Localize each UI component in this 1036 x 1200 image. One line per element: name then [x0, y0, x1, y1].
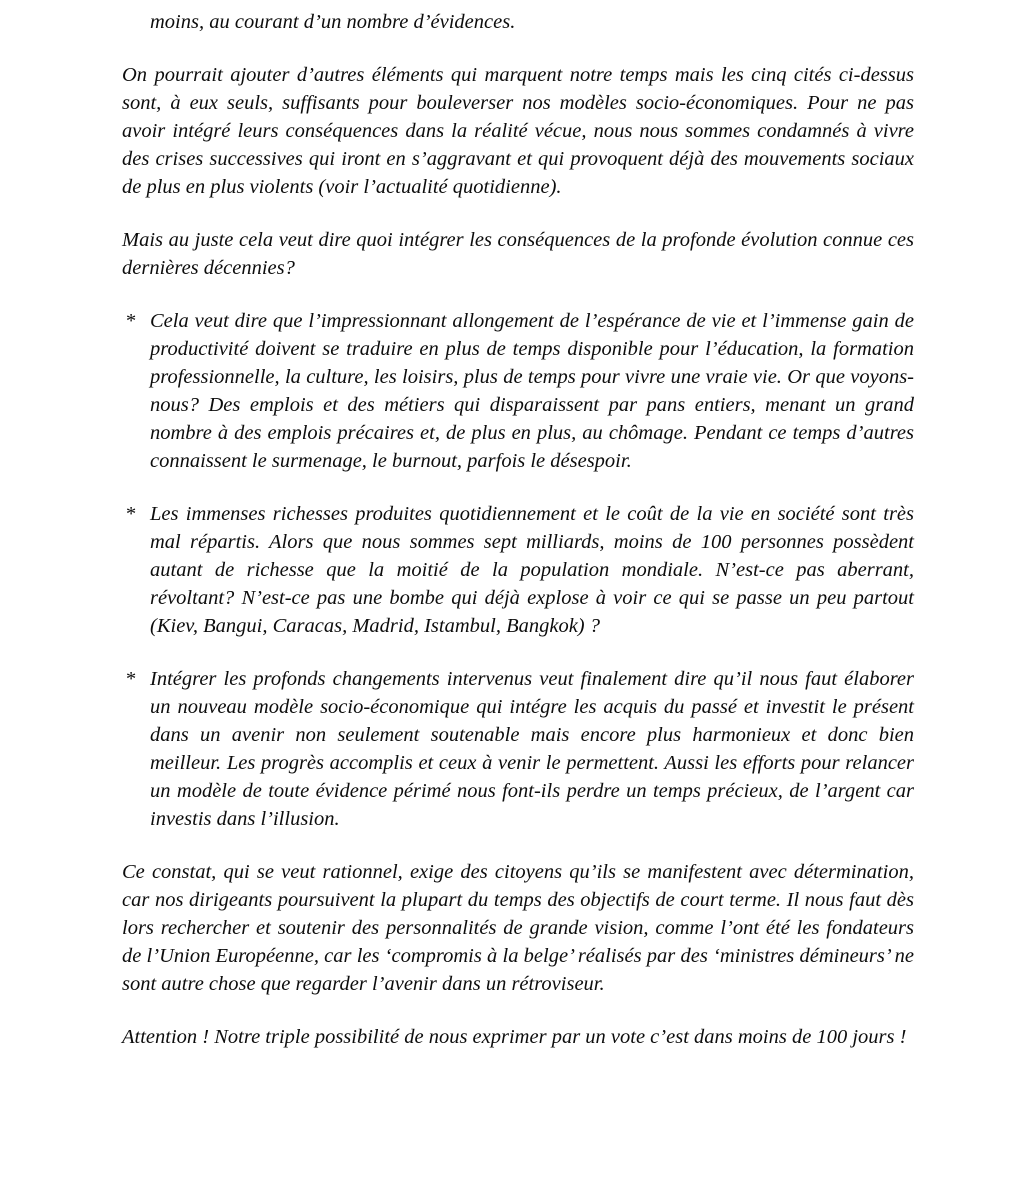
- paragraph: Attention ! Notre triple possibilité de nous exprimer par un vote c’est dans moins de 100 jours !: [122, 1026, 907, 1048]
- paragraph-continuation: moins, au courant d’un nombre d’évidences.: [150, 11, 516, 33]
- paragraph: Ce constat, qui se veut rationnel, exige des citoyens qu’ils se manifestent avec détermination, car nos dirigeants poursuivent la plupart du temps des objectifs de court terme. Il nous faut dès lors rechercher et soutenir des personnalités de grande vision, comme l’ont été les fondateurs de l’Union Européenne, car les ‘compromis à la belge’ réalisés par des ‘ministres démineurs’ ne sont autre chose que regarder l’avenir dans un rétroviseur.: [122, 861, 914, 995]
- bullet-text: Les immenses richesses produites quotidiennement et le coût de la vie en société sont très mal répartis. Alors que nous sommes sept milliards, moins de 100 personnes possèdent autant de richesse que la moitié de la population mondiale. N’est-ce pas aberrant, révoltant? N’est-ce pas une bombe qui déjà explose à voir ce qui se passe un peu partout (Kiev, Bangui, Caracas, Madrid, Istambul, Bangkok) ?: [150, 503, 914, 637]
- document-body: [122, 8, 914, 1051]
- paragraph: On pourrait ajouter d’autres éléments qui marquent notre temps mais les cinq cités ci-dessus sont, à eux seuls, suffisants pour bouleverser nos modèles socio-économiques. Pour ne pas avoir intégré leurs conséquences dans la réalité vécue, nous nous sommes condamnés à vivre des crises successives qui iront en s’aggravant et qui provoquent déjà des mouvements sociaux de plus en plus violents (voir l’actualité quotidienne).: [122, 64, 914, 198]
- bullet-marker: *: [125, 503, 136, 525]
- paragraph: Mais au juste cela veut dire quoi intégrer les conséquences de la profonde évolution connue ces dernières décennies?: [122, 229, 914, 279]
- bullet-marker: *: [125, 668, 136, 690]
- bullet-item: [122, 665, 914, 833]
- bullet-marker: *: [125, 310, 136, 332]
- bullet-item: [122, 307, 914, 475]
- bullet-text: Intégrer les profonds changements intervenus veut finalement dire qu’il nous faut élaborer un nouveau modèle socio-économique qui intégre les acquis du passé et investit le présent dans un avenir non seulement soutenable mais encore plus harmonieux et donc bien meilleur. Les progrès accomplis et ceux à venir le permettent. Aussi les efforts pour relancer un modèle de toute évidence périmé nous font-ils perdre un temps précieux, de l’argent car investis dans l’illusion.: [150, 668, 914, 830]
- bullet-text: Cela veut dire que l’impressionnant allongement de l’espérance de vie et l’immense gain de productivité doivent se traduire en plus de temps disponible pour l’éducation, la formation professionnelle, la culture, les loisirs, plus de temps pour vivre une vraie vie. Or que voyons-nous? Des emplois et des métiers qui disparaissent par pans entiers, menant un grand nombre à des emplois précaires et, de plus en plus, au chômage. Pendant ce temps d’autres connaissent le surmenage, le burnout, parfois le désespoir.: [150, 310, 914, 472]
- bullet-item: [122, 500, 914, 640]
